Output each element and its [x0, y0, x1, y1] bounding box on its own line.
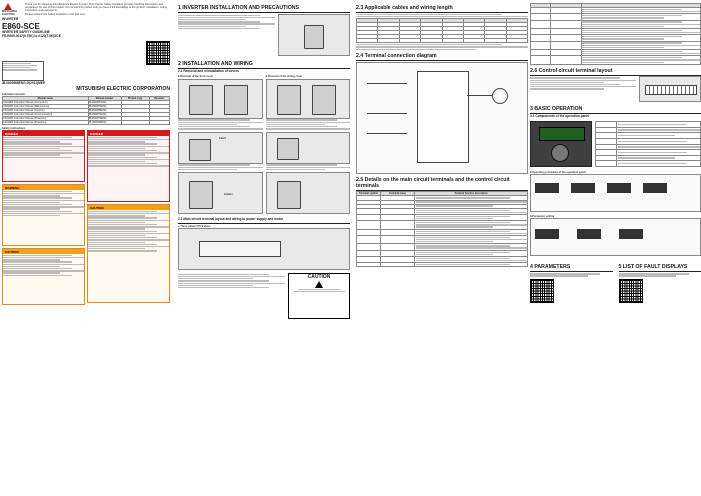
table-row [531, 41, 701, 49]
qr-code-icon [146, 41, 170, 65]
column-4 [530, 0, 701, 496]
section-2-5-title: 2.5 Details on the main circuit terminals and the control circuit terminals [356, 176, 510, 189]
led-display-icon [539, 127, 585, 141]
wiring-cover-figure [266, 79, 351, 119]
danger-label-2: DANGER [88, 131, 169, 136]
cable-table [356, 18, 528, 43]
inverter-icon [189, 85, 213, 115]
cell: FR-E800 Instruction Manual (Protection) [3, 120, 89, 124]
table-row [357, 221, 528, 229]
manual-number-block [0, 41, 172, 81]
header-block [0, 0, 172, 16]
cell: IB-0600868ENG [88, 108, 121, 112]
three-phase-label: ● Three-phase 575 V class [178, 224, 211, 228]
table-row [357, 39, 528, 43]
th-remarks: Remarks [149, 96, 169, 100]
cell: IB-0600939ENG [88, 120, 121, 124]
cell: FR-E800 Instruction Manual (Communication) [3, 112, 89, 116]
terminal-strip-icon [645, 85, 697, 95]
wiring-figure-2 [266, 172, 351, 214]
front-cover-figure [178, 79, 263, 119]
model-title: E860-SCE [2, 22, 40, 32]
section-2-title: 2 INSTALLATION AND WIRING [178, 60, 253, 67]
warning-label: WARNING [3, 185, 84, 190]
inverter-icon [277, 85, 301, 115]
warning-triangle-icon [315, 281, 323, 288]
table-row [596, 161, 701, 167]
inverter-icon [189, 139, 211, 161]
intro-text-2: Please forward this Safety Guideline to the end user. [25, 12, 86, 16]
qr-code-icon [530, 279, 554, 303]
section-2-3-title: 2.3 Applicable cables and wiring length [356, 5, 453, 11]
table-row [357, 235, 528, 243]
inverter-icon [277, 138, 299, 160]
wiring-figure [266, 132, 351, 164]
section-2-1-title: 2.1 Removal and reinstallation of covers [178, 68, 239, 73]
caution-label-figure [288, 273, 350, 319]
section-1-title: 1 INVERTER INSTALLATION AND PRECAUTIONS [178, 5, 299, 11]
title-block [0, 16, 172, 40]
table-row [531, 56, 701, 64]
wiring-cover-label: ■ Removal of the wiring cover [265, 75, 303, 79]
th-terminal-symbol: Terminal symbol [357, 192, 381, 196]
op-procedure-figure [530, 174, 701, 212]
series-label: INVERTER [2, 17, 19, 22]
display-icon [571, 183, 595, 193]
danger-box [2, 130, 85, 182]
section-3-title: 3 BASIC OPERATION [530, 106, 583, 113]
warning-box [2, 184, 85, 246]
terminal-block-icon [199, 241, 281, 257]
display-icon [619, 229, 643, 239]
section-5-title: 5 LIST OF FAULT DISPLAYS [618, 264, 688, 271]
cell: FR-E800 Instruction Manual (Function) [3, 108, 89, 112]
th-manual-name: Manual name [3, 96, 89, 100]
display-icon [535, 183, 559, 193]
inverter-icon [189, 181, 213, 209]
op-procedure-label: ■ Operating procedure of the operation panel [530, 171, 586, 175]
inverter-block-icon [417, 71, 469, 163]
section-3-1-title: 3.1 Components of the operation panel [530, 114, 589, 119]
terminal-table [356, 191, 528, 267]
danger-label: DANGER [3, 131, 84, 136]
th-printed: Printed copy [121, 96, 149, 100]
inverter-icon [224, 85, 248, 115]
safety-section [0, 125, 172, 305]
brand-block [2, 3, 22, 16]
guideline-subtitle: INVERTER SAFETY GUIDELINE [2, 30, 50, 35]
clearance-figure [278, 14, 350, 56]
caution-label-2: CAUTION [88, 205, 169, 210]
cell: FR-E800 Instruction Manual (Protection) [3, 116, 89, 120]
display-icon [577, 229, 601, 239]
caution-box-2 [87, 204, 170, 303]
safety-heading: Safety instructions [2, 126, 26, 130]
corp-block [0, 81, 172, 93]
intro-text: Thank you for choosing this Mitsubishi Electric Inverter. This Inverter Safety Guideline provides handling information and precautions for use of this product. Do not use this product until you have a full knowledge of the product, installation, safety information and instructions. [25, 3, 167, 13]
reinstall-figure [178, 132, 263, 164]
corp-name: MITSUBISHI ELECTRIC CORPORATION [76, 85, 170, 92]
catch-label: Catch [219, 136, 227, 140]
connection-diagram [356, 62, 528, 174]
motor-icon [492, 88, 508, 104]
th-terminal-name: Terminal name [380, 192, 414, 196]
column-2 [178, 0, 350, 496]
cell: IB-0600871ENG [88, 112, 121, 116]
section-2-2-title: 2.2 Main circuit terminal layout and wiring to power supply and motor [178, 217, 284, 222]
setting-dial-icon [551, 144, 569, 162]
control-terminal-figure [639, 76, 701, 102]
related-heading: ■ Related manuals [2, 92, 25, 96]
inverter-icon [277, 181, 301, 209]
display-icon [535, 229, 559, 239]
operation-panel-figure [530, 121, 592, 167]
param-setting-figure [530, 218, 701, 256]
manual-number: IB-0600966ENG-G(2011)MEE [2, 80, 46, 85]
terminal-layout-figure [178, 228, 350, 270]
table-row [531, 20, 701, 28]
display-icon [643, 183, 667, 193]
th-terminal-function: Terminal function description [415, 192, 528, 196]
intro-block [22, 3, 170, 16]
model-range: FR-E860-0017(0.75K) to 0120(7.5K)SCE [2, 34, 61, 38]
panel-components-table [595, 121, 701, 167]
caution-box-1 [2, 248, 85, 305]
caution-label: CAUTION [3, 249, 84, 254]
danger-box-2 [87, 130, 170, 202]
section-2-4-title: 2.4 Terminal connection diagram [356, 52, 437, 59]
function-table [530, 3, 701, 65]
manuals-table [2, 96, 170, 125]
inverter-icon [312, 85, 336, 115]
cell: FR-E800 Instruction Manual (Maintenance) [3, 104, 89, 108]
table-row [357, 263, 528, 267]
caution-sign-title: CAUTION [307, 273, 331, 280]
table-row [3, 120, 170, 124]
section-2-6-title: 2.6 Control circuit terminal layout [530, 67, 613, 74]
reinstall-figure-2 [178, 172, 263, 214]
info-table [2, 61, 44, 81]
qr-code-icon [619, 279, 643, 303]
param-setting-label: ■ Parameter setting [530, 215, 555, 219]
cell: FR-E800 Instruction Manual (Connection) [3, 100, 89, 104]
cell: IB-0600867ENG [88, 100, 121, 104]
qr-block [146, 41, 170, 81]
cell: IB-0600870ENG [88, 116, 121, 120]
column-1 [0, 0, 172, 496]
front-cover-label: ■ Removal of the front cover [178, 75, 214, 79]
th-manual-number: Manual number [88, 96, 121, 100]
mitsubishi-logo-icon [4, 3, 12, 10]
cell: IB-0600874ENG [88, 104, 121, 108]
inverter-icon [304, 25, 324, 49]
display-icon [607, 183, 631, 193]
related-manuals [0, 93, 172, 125]
section-4-title: 4 PARAMETERS [530, 264, 571, 271]
guides-label: Guides [224, 193, 233, 197]
brand-name: MITSUBISHI ELECTRIC [2, 10, 17, 17]
column-3 [356, 0, 528, 496]
